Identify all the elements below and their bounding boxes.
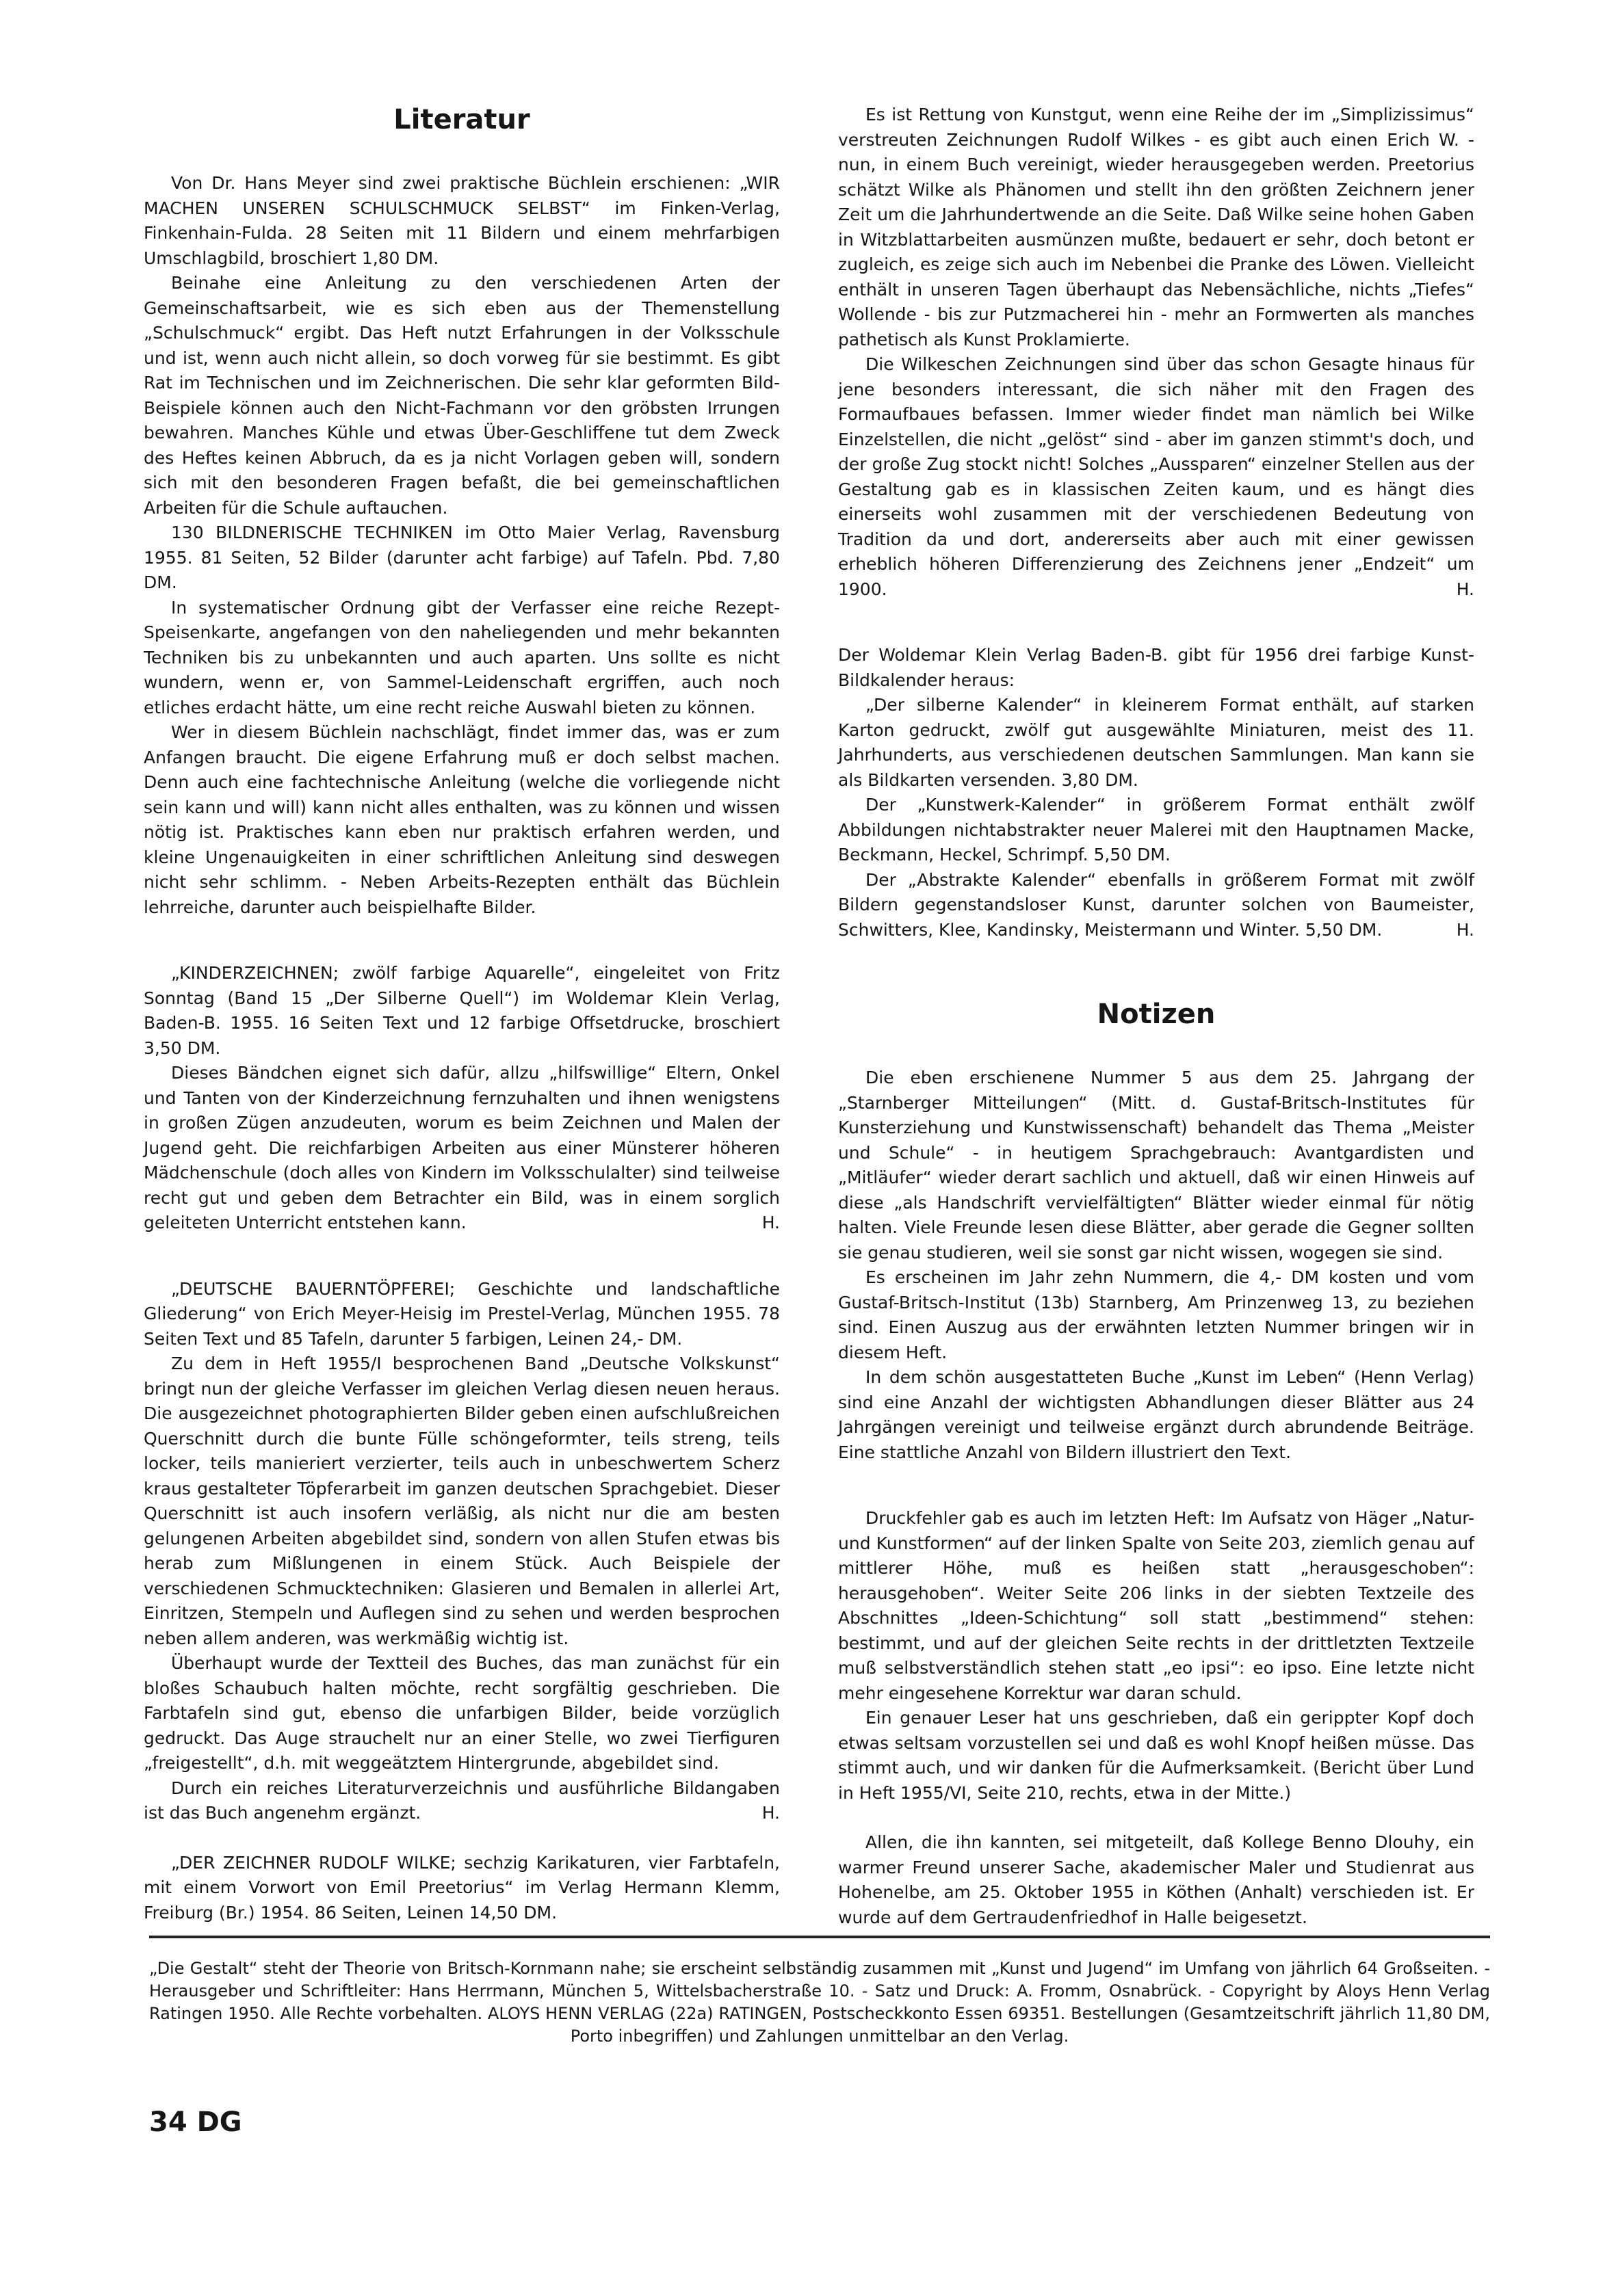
signature: H. [761,1803,780,1823]
kinderzeichnen-text: Dieses Bändchen eignet sich dafür, allzu „hilfswillige“ Eltern, Onkel und Tanten von der Kinderzeichnung fernzuhalten und ihnen wenigstens in großen Zügen anzudeuten, worum es beim Zeichnen und Malen der Jugend geht. Die reichfarbigen Arbeiten aus einer Münsterer höheren Mädchenschule (doch alles von Kindern im Volksschulalter) sind teilweise recht gut und geben dem Betrachter ein Bild, was in einem sorglich geleiteten Unterricht entstehen kann. [144,1063,780,1232]
note-bezug: Es erscheinen im Jahr zehn Nummern, die 4,- DM kosten und vom Gustaf-Britsch-Institut (13b) Starnberg, Am Prinzenweg 13, zu beziehen sind. Einen Auszug aus der erwähnten letzten Nummer bringen wir in diesem Heft. [838,1267,1474,1362]
note-druckfehler: Druckfehler gab es auch im letzten Heft: Im Aufsatz von Häger „Natur- und Kunstformen“ auf der linken Spalte von Seite 203, ziemlich genau auf mittlerer Höhe, muß es heißen statt „herausgeschoben“: herausgehoben“. Weiter Seite 206 links in der siebten Textzeile des Abschnittes „Ideen-Schichtung“ soll statt „bestimmend“ stehen: bestimmt, und auf der gleichen Seite rechts in der drittletzten Textzeile muß selbstverständlich stehen statt „eo ipsi“: eo ipso. Eine letzte nicht mehr eingesehene Korrektur war daran schuld. [838,1508,1474,1703]
signature: H. [761,1213,780,1232]
review-bauerntoepferei-body-2: Überhaupt wurde der Textteil des Buches, das man zunächst für ein bloßes Schaubuch halten möchte, recht sorgfältig geschrieben. Die Farbtafeln sind gut, ebenso die unfarbigen Bilder, beide vorzüglich gedruckt. Das Auge strauchelt nur an einer Stelle, wo zwei Tierfiguren „freigestellt“, d.h. mit weggeätztem Hintergrunde, abgebildet sind. [144,1653,780,1773]
note-benno-dlouhy: Allen, die ihn kannten, sei mitgeteilt, daß Kollege Benno Dlouhy, ein warmer Freund unserer Sache, akademischer Maler und Studienrat aus Hohenelbe, am 25. Oktober 1955 in Köthen (Anhalt) verschieden ist. Er wurde auf dem Gertraudenfriedhof in Halle beigesetzt. [838,1832,1474,1927]
review-kunstwerk-kalender: Der „Kunstwerk-Kalender“ in größerem Format enthält zwölf Abbildungen nichtabstrakter neuer Malerei mit den Hauptnamen Macke, Beckmann, Heckel, Schrimpf. 5,50 DM. [838,795,1474,865]
review-bauerntoepferei: „DEUTSCHE BAUERNTÖPFEREI; Geschichte und landschaftliche Gliederung“ von Erich Meyer-Heisig im Prestel-Verlag, München 1955. 78 Seiten Text und 85 Tafeln, darunter 5 farbigen, Leinen 24,- DM. [144,1278,780,1349]
abstrakte-text: Der „Abstrakte Kalender“ ebenfalls in größerem Format mit zwölf Bildern gegenstandsloser Kunst, darunter solchen von Baumeister, Schwitters, Klee, Kandinsky, Meistermann und Winter. 5,50 DM. [838,869,1474,940]
right-column [838,103,1474,1930]
signature: H. [1456,579,1474,599]
wilke-text: Die Wilkeschen Zeichnungen sind über das schon Gesagte hinaus für jene besonders interessant, die sich näher mit den Fragen des Formaufbaues befassen. Immer wieder findet man nämlich bei Wilke Einzelstellen, die nicht „gelöst“ sind - aber im ganzen stimmt's doch, und der große Zug stockt nicht! Solches „Aussparen“ einzelner Stellen aus der Gestaltung gab es in klassischen Zeiten kaum, und es hängt dies einerseits wohl zusammen mit der verschiedenen Bedeutung von Tradition da und dort, andererseits aber auch mit einer gewissen erheblich höheren Differenzierung des Zeichnens jener „Endzeit“ um 1900. [838,354,1474,599]
note-starnberger-mitteilungen: Die eben erschienene Nummer 5 aus dem 25. Jahrgang der „Starnberger Mitteilungen“ (Mitt. d. Gustaf-Britsch-Institutes für Kunsterziehung und Kunstwissenschaft) behandelt das Thema „Meister und Schule“ - in heutigem Sprachgebrauch: Avantgardisten und „Mitläufer“ wieder derart sachlich und aktuell, daß wir einen Hinweis auf diese „als Handschrift vervielfältigten“ Blätter wieder einmal für nötig halten. Viele Freunde lesen diese Blätter, aber gerade die Gegner sollten sie genau studieren, weil sie sonst gar nicht wissen, wogegen sie sind. [838,1068,1474,1263]
review-bildnerische-techniken: 130 BILDNERISCHE TECHNIKEN im Otto Maier Verlag, Ravensburg 1955. 81 Seiten, 52 Bilder (darunter acht farbige) auf Tafeln. Pbd. 7,80 DM. [144,523,780,592]
imprint-footer: „Die Gestalt“ steht der Theorie von Britsch-Kornmann nahe; sie erscheint selbständig zusammen mit „Kunst und Jugend“ im Umfang von jährlich 64 Großseiten. - Herausgeber und Schriftleiter: Hans Herrmann, München 5, Wittelsbacherstraße 10. - Satz und Druck: A. Fromm, Osnabrück. - Copyright by Aloys Henn Verlag Ratingen 1950. Alle Rechte vorbehalten. ALOYS HENN VERLAG (22a) RATINGEN, Postscheckkonto Essen 69351. Bestellungen (Gesamtzeitschrift jährlich 11,80 DM, Porto inbegriffen) und Zahlungen unmittelbar an den Verlag. [149,1959,1490,2046]
review-wilke-body-1: Es ist Rettung von Kunstgut, wenn eine Reihe der im „Simplizissimus“ verstreuten Zeichnungen Rudolf Wilkes - es gibt auch einen Erich W. - nun, in einem Buch vereinigt, wieder herausgegeben werden. Preetorius schätzt Wilke als Phänomen und stellt ihn den größten Zeichnern jener Zeit um die Jahrhundertwende an die Seite. Daß Wilke seine hohen Gaben in Witzblattarbeiten ausmünzen mußte, bedauert er sehr, doch betont er zugleich, es zeige sich auch im Nebenbei die Pranke des Löwen. Vielleicht enthält in unseren Tagen überhaupt das Nebensächliche, nichts „Tiefes“ Wollende - bis zur Putzmacherei hin - mehr an Formwerten als manches pathetisch als Kunst Proklamierte. [838,105,1474,349]
note-kunst-im-leben: In dem schön ausgestatteten Buche „Kunst im Leben“ (Henn Verlag) sind eine Anzahl der wichtigsten Abhandlungen dieser Blätter aus 24 Jahrgängen vereinigt und teilweise ergänzt durch abrundende Beiträge. Eine stattliche Anzahl von Bildern illustriert den Text. [838,1367,1474,1462]
bauerntoepferei-text: Durch ein reiches Literaturverzeichnis und ausführliche Bildangaben ist das Buch angenehm ergänzt. [144,1778,780,1823]
review-bauerntoepferei-body-3 [144,1776,780,1826]
review-kinderzeichnen-body [144,1061,780,1236]
review-techniken-body-1: In systematischer Ordnung gibt der Verfasser eine reiche Rezept-Speisenkarte, angefangen von den naheliegenden und mehr bekannten Techniken bis zu unbekannten und auch aparten. Uns sollte es nicht wundern, wenn er, von Sammel-Leidenschaft ergriffen, auch noch etliches erdacht hätte, um eine recht reiche Auswahl bieten zu können. [144,597,780,717]
review-schulschmuck-body: Beinahe eine Anleitung zu den verschiedenen Arten der Gemeinschaftsarbeit, wie es sich eben aus der Themenstellung „Schulschmuck“ ergibt. Das Heft nutzt Erfahrungen in der Volksschule und ist, wenn auch nicht allein, so doch vorweg für sie bestimmt. Es gibt Rat im Technischen und im Zeichnerischen. Die sehr klar geformten Bild-Beispiele können auch den Nicht-Fachmann vor den gröbsten Irrungen bewahren. Manches Kühle und etwas Über-Geschliffene tut dem Zweck des Heftes keinen Abbruch, da es ja nicht Vorlagen geben will, sondern sich mit den besonderen Fragen befaßt, die bei gemeinschaftlichen Arbeiten für die Schule auftauchen. [144,273,780,518]
heading-literatur: Literatur [393,104,530,135]
review-kinderzeichnen: „KINDERZEICHNEN; zwölf farbige Aquarelle“, eingeleitet von Fritz Sonntag (Band 15 „Der Silberne Quell“) im Woldemar Klein Verlag, Baden-B. 1955. 16 Seiten Text und 12 farbige Offsetdrucke, broschiert 3,50 DM. [144,963,780,1058]
review-kalender-intro: Der Woldemar Klein Verlag Baden-B. gibt für 1956 drei farbige Kunst-Bildkalender heraus: [838,645,1474,690]
signature: H. [1456,919,1474,940]
page-number: 34 DG [149,2107,242,2138]
review-schulschmuck: Von Dr. Hans Meyer sind zwei praktische Büchlein erschienen: „WIR MACHEN UNSEREN SCHULSCHMUCK SELBST“ im Finken-Verlag, Finkenhain-Fulda. 28 Seiten mit 11 Bildern und einem mehrfarbigen Umschlagbild, broschiert 1,80 DM. [144,173,780,268]
footer-divider [149,1936,1490,1938]
review-wilke-body-2 [838,352,1474,602]
review-bauerntoepferei-body-1: Zu dem in Heft 1955/I besprochenen Band „Deutsche Volkskunst“ bringt nun der gleiche Verfasser im gleichen Verlag diesen neuen heraus. Die ausgezeichnet photographierten Bilder geben einen aufschlußreichen Querschnitt durch die bunte Fülle schöngeformter, teils streng, teils locker, teils manieriert verzierter, teils auch in unbeschwertem Scherz kraus gestalteter Töpferarbeit im ganzen deutschen Sprachgebiet. Dieser Querschnitt ist auch insofern verläßig, als nicht nur die am besten gelungenen Arbeiten abgebildet sind, sondern von allen Stufen etwas bis herab zum Mißlungenen in einem Stück. Auch Beispiele der verschiedenen Schmucktechniken: Glasieren und Bemalen in allerlei Art, Einritzen, Stempeln und Auflegen sind zu sehen und werden besprochen neben allem anderen, was werkmäßig wichtig ist. [144,1354,780,1648]
review-silberne-kalender: „Der silberne Kalender“ in kleinerem Format enthält, auf starken Karton gedruckt, zwölf gut ausgewählte Miniaturen, meist des 11. Jahrhunderts, aus verschiedenen deutschen Sammlungen. Man kann sie als Bildkarten versenden. 3,80 DM. [838,695,1474,790]
review-rudolf-wilke: „DER ZEICHNER RUDOLF WILKE; sechzig Karikaturen, vier Farbtafeln, mit einem Vorwort von Emil Preetorius“ im Verlag Hermann Klemm, Freiburg (Br.) 1954. 86 Seiten, Leinen 14,50 DM. [144,1852,780,1923]
review-abstrakte-kalender [838,868,1474,943]
note-knopf: Ein genauer Leser hat uns geschrieben, daß ein gerippter Kopf doch etwas seltsam vorzustellen sei und daß es wohl Knopf heißen müsse. Das stimmt auch, und wir danken für die Aufmerksamkeit. (Bericht über Lund in Heft 1955/VI, Seite 210, rechts, etwa in der Mitte.) [838,1708,1474,1803]
left-column [144,103,780,1925]
review-techniken-body-2: Wer in diesem Büchlein nachschlägt, findet immer das, was er zum Anfangen braucht. Die eigene Erfahrung muß er doch selbst machen. Denn auch eine fachtechnische Anleitung (welche die vorliegende nicht sein kann und will) kann nicht alles enthalten, was zu können und wissen nötig ist. Praktisches kann eben nur praktisch erfahren werden, und kleine Ungenauigkeiten in einer schriftlichen Anleitung sind deswegen nicht sehr schlimm. - Neben Arbeits-Rezepten enthält das Büchlein lehrreiche, darunter auch beispielhafte Bilder. [144,722,780,917]
heading-notizen: Notizen [1097,999,1216,1030]
